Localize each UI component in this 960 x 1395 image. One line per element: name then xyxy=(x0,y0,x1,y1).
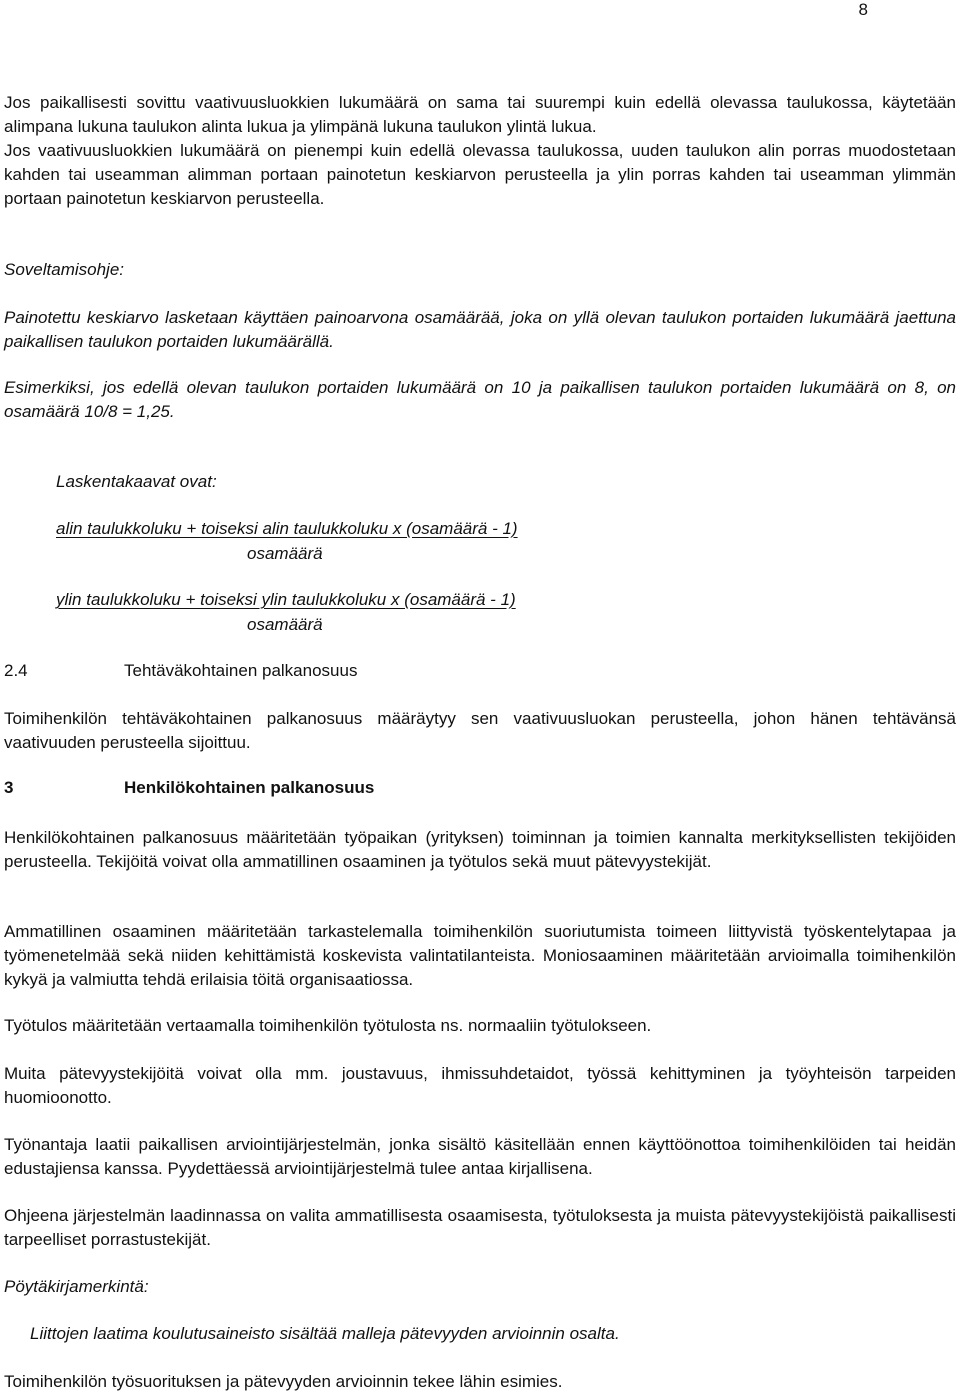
paragraph-system-guidance: Ohjeena järjestelmän laadinnassa on valita ammatillisesta osaamisesta, työtuloksesta ja muista pätevyystekijöistä paikallisesti tarpeelliset porrastustekijät. xyxy=(4,1206,956,1249)
paragraph-table-count-equal: Jos paikallisesti sovittu vaativuusluokkien lukumäärä on sama tai suurempi kuin edellä olevassa taulukossa, käytetään alimpana lukuna taulukon alinta lukua ja ylimpänä lukuna taulukon ylintä lukua. xyxy=(4,93,956,136)
section-heading-3 xyxy=(4,776,374,800)
section-title: Tehtäväkohtainen palkanosuus xyxy=(124,661,358,680)
paragraph-evaluator: Toimihenkilön työsuorituksen ja pätevyyden arvioinnin tekee lähin esimies. xyxy=(4,1372,563,1391)
section-title: Henkilökohtainen palkanosuus xyxy=(124,778,375,797)
weighted-average-example: Esimerkiksi, jos edellä olevan taulukon portaiden lukumäärä on 10 ja paikallisen taulukon portaiden lukumäärä on 8, on osamäärä 10/8 = 1,25. xyxy=(4,378,956,421)
poytakirja-note: Liittojen laatima koulutusaineisto sisältää malleja pätevyyden arvioinnin osalta. xyxy=(30,1324,620,1343)
formula-lowest-numerator: alin taulukkoluku + toiseksi alin taulukkoluku x (osamäärä - 1) xyxy=(56,519,518,538)
paragraph-personal-pay: Henkilökohtainen palkanosuus määritetään työpaikan (yrityksen) toiminnan ja toimien kannalta merkityksellisten tekijöiden perusteella. Tekijöitä voivat olla ammatillinen osaaminen ja työtulos sekä muut pätevyystekijät. xyxy=(4,828,956,871)
paragraph-task-based-pay: Toimihenkilön tehtäväkohtainen palkanosuus määräytyy sen vaativuusluokan perusteella, johon hänen tehtävänsä vaativuuden perusteella sijoittuu. xyxy=(4,709,956,752)
poytakirja-label: Pöytäkirjamerkintä: xyxy=(4,1277,149,1296)
paragraph-table-count-smaller: Jos vaativuusluokkien lukumäärä on pienempi kuin edellä olevassa taulukossa, uuden taulukon alin porras muodostetaan kahden tai useamman alimman portaan painotetun keskiarvon perusteella ja ylin porras kahden tai useamman ylimmän portaan painotetun keskiarvon perusteella. xyxy=(4,141,956,208)
page-number: 8 xyxy=(858,0,868,19)
formula-lowest-denominator: osamäärä xyxy=(247,544,323,563)
section-number: 2.4 xyxy=(4,661,28,680)
paragraph-professional-skills: Ammatillinen osaaminen määritetään tarkastelemalla toimihenkilön suoriutumista toimeen liittyvistä työskentelytapaa ja työmenetelmää sekä niiden kehittämistä koskevista valintatilanteista. Moniosaaminen määritetään arvioimalla toimihenkilön kykyä ja valmiutta tehdä erilaisia töitä organisaatiossa. xyxy=(4,922,956,989)
soveltamisohje-label: Soveltamisohje: xyxy=(4,260,125,279)
formulas-label: Laskentakaavat ovat: xyxy=(56,472,217,491)
weighted-average-instruction: Painotettu keskiarvo lasketaan käyttäen painoarvona osamäärää, joka on yllä olevan taulukon portaiden lukumäärä jaettuna paikallisen taulukon portaiden lukumäärällä. xyxy=(4,308,956,351)
formula-highest-denominator: osamäärä xyxy=(247,615,323,634)
paragraph-evaluation-system: Työnantaja laatii paikallisen arviointijärjestelmän, jonka sisältö käsitellään ennen käyttöönottoa toimihenkilöiden tai heidän edustajiensa kanssa. Pyydettäessä arviointijärjestelmä tulee antaa kirjallisena. xyxy=(4,1135,956,1178)
formula-highest-numerator: ylin taulukkoluku + toiseksi ylin taulukkoluku x (osamäärä - 1) xyxy=(56,590,516,609)
paragraph-other-factors: Muita pätevyystekijöitä voivat olla mm. joustavuus, ihmissuhdetaidot, työssä kehittyminen ja työyhteisön tarpeiden huomioonotto. xyxy=(4,1064,956,1107)
section-heading-2-4 xyxy=(4,659,357,683)
paragraph-work-result: Työtulos määritetään vertaamalla toimihenkilön työtulosta ns. normaaliin työtulokseen. xyxy=(4,1016,652,1035)
section-number: 3 xyxy=(4,778,14,797)
